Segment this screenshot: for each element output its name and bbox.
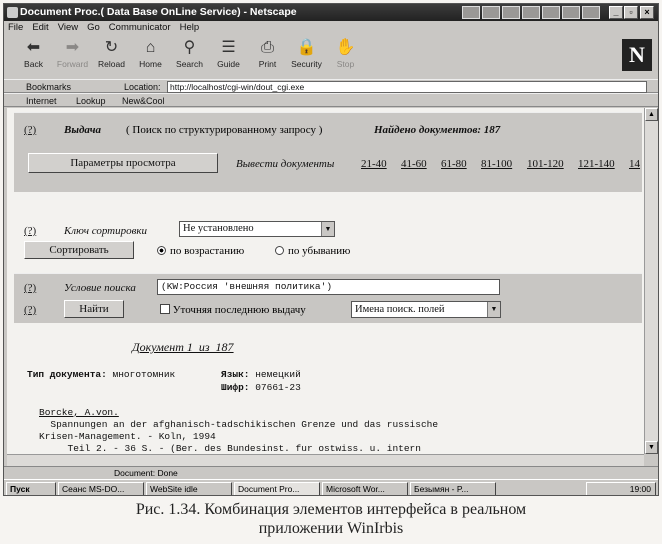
help-link-results[interactable]: (?) (24, 124, 37, 136)
stop-icon: ✋ (335, 39, 356, 56)
guide-button[interactable]: ☰ Guide (217, 39, 240, 69)
scroll-down-icon[interactable]: ▼ (645, 441, 658, 454)
field-names-select[interactable]: Имена поиск. полей ▼ (351, 301, 501, 318)
lookup-link[interactable]: Lookup (76, 96, 106, 106)
doc-type: Тип документа: многотомник (27, 369, 176, 380)
security-button[interactable]: 🔒 Security (291, 39, 322, 69)
checkbox-icon (160, 304, 170, 314)
newcool-link[interactable]: New&Cool (122, 96, 165, 106)
location-label: Location: (124, 82, 161, 92)
page-link[interactable]: 41-60 (401, 158, 427, 170)
chevron-down-icon: ▼ (487, 302, 500, 317)
search-condition-label: Условие поиска (64, 282, 136, 294)
radio-selected-icon (157, 246, 166, 255)
menu-help[interactable]: Help (179, 22, 200, 33)
menu-communicator[interactable]: Communicator (108, 22, 171, 33)
taskbar-item[interactable]: Microsoft Wor... (322, 482, 408, 496)
forward-button[interactable]: ➡ Forward (56, 39, 89, 69)
page-link[interactable]: 61-80 (441, 158, 467, 170)
url-field[interactable]: http://localhost/cgi-win/dout_cgi.exe (167, 81, 647, 93)
taskbar-item[interactable]: Сеанс MS-DO... (58, 482, 144, 496)
menu-edit[interactable]: Edit (32, 22, 49, 33)
search-icon: ⚲ (183, 39, 196, 56)
lock-icon: 🔒 (296, 39, 317, 56)
output-label: Вывести документы (236, 158, 335, 170)
vertical-scrollbar[interactable] (644, 108, 658, 454)
sort-asc-radio[interactable]: по возрастанию (157, 245, 244, 257)
results-title: Выдача (64, 124, 102, 136)
page-link[interactable]: 21-40 (361, 158, 387, 170)
horizontal-scrollbar[interactable] (7, 454, 644, 466)
window-title: Document Proc.( Data Base OnLine Service) - Netscape (20, 6, 297, 18)
search-panel (14, 273, 642, 323)
minimize-icon[interactable]: _ (609, 6, 623, 19)
taskbar (4, 479, 658, 496)
view-params-button[interactable]: Параметры просмотра (28, 153, 218, 173)
menu-bar (4, 21, 199, 35)
netscape-n-logo: N (622, 39, 652, 71)
home-icon: ⌂ (145, 39, 156, 56)
doc-code: Шифр: 07661-23 (221, 382, 301, 393)
caption-line: приложении WinIrbis (258, 520, 404, 537)
taskbar-item[interactable]: Document Pro... (234, 482, 320, 496)
doc-text-line: Spannungen an der afghanisch-tadschikischen Grenze und das russische (39, 419, 439, 430)
status-text: Document: Done (114, 468, 178, 478)
titlebar-app-icons (462, 6, 600, 19)
found-count: Найдено документов: 187 (374, 124, 501, 136)
reload-button[interactable]: ↻ Reload (98, 39, 125, 69)
personal-toolbar (4, 93, 658, 107)
start-button[interactable]: Пуск (6, 482, 56, 496)
page-link[interactable]: 14 (629, 158, 640, 170)
help-link-sort[interactable]: (?) (24, 225, 37, 237)
doc-language: Язык: немецкий (221, 369, 301, 380)
page-content (7, 108, 644, 454)
print-button[interactable]: ⎙ Print (248, 37, 287, 77)
sort-desc-radio[interactable]: по убыванию (275, 245, 350, 257)
sort-key-select[interactable]: Не установлено ▼ (179, 221, 335, 237)
taskbar-item[interactable]: Безымян - P... (410, 482, 496, 496)
home-button[interactable]: ⌂ Home (139, 39, 162, 69)
find-button[interactable]: Найти (64, 300, 124, 318)
menu-view[interactable]: View (57, 22, 79, 33)
menu-go[interactable]: Go (87, 22, 100, 33)
sort-button[interactable]: Сортировать (24, 241, 134, 259)
netscape-logo-icon (7, 7, 18, 18)
page-link[interactable]: 101-120 (527, 158, 564, 170)
doc-text-line: Krisen-Management. - Koln, 1994 (39, 431, 216, 442)
title-bar (4, 4, 658, 21)
chevron-down-icon: ▼ (321, 222, 334, 236)
reload-icon: ↻ (104, 39, 119, 56)
help-link-search[interactable]: (?) (24, 282, 37, 294)
document-heading: Документ 1 из 187 (132, 340, 234, 354)
print-icon: ⎙ (261, 39, 274, 56)
doc-author-link[interactable]: Borcke, A.von. (39, 407, 119, 418)
close-icon[interactable]: × (640, 6, 654, 19)
bookmarks-button[interactable]: Bookmarks (26, 82, 72, 92)
back-button[interactable]: ⬅ Back (24, 39, 43, 69)
refine-checkbox[interactable]: Уточняя последнюю выдачу (160, 304, 306, 316)
caption-line: Рис. 1.34. Комбинация элементов интерфейса в реальном (135, 501, 527, 518)
menu-file[interactable]: File (8, 22, 24, 33)
navigation-toolbar (4, 37, 624, 77)
status-bar (4, 466, 658, 478)
page-link[interactable]: 81-100 (481, 158, 513, 170)
results-subtitle: ( Поиск по структурированному запросу ) (126, 124, 323, 136)
screenshot (3, 3, 659, 496)
back-icon: ⬅ (26, 39, 41, 56)
search-button[interactable]: ⚲ Search (176, 39, 203, 69)
doc-text-line: Teil 2. - 36 S. - (Ber. des Bundesinst. fur ostwiss. u. intern (39, 443, 421, 454)
sort-key-label: Ключ сортировки (64, 225, 148, 237)
maximize-icon[interactable]: ▫ (624, 6, 638, 19)
clock: 19:00 (586, 482, 656, 496)
scroll-up-icon[interactable]: ▲ (645, 108, 658, 121)
search-condition-input[interactable]: (KW:Россия 'внешняя политика') (157, 279, 500, 295)
stop-button[interactable]: ✋ Stop (335, 39, 356, 69)
page-link[interactable]: 121-140 (578, 158, 615, 170)
help-link-find[interactable]: (?) (24, 304, 37, 316)
radio-icon (275, 246, 284, 255)
location-bar (4, 79, 658, 93)
internet-link[interactable]: Internet (26, 96, 57, 106)
guide-icon: ☰ (221, 39, 236, 56)
results-panel (14, 112, 642, 192)
figure-caption (0, 500, 662, 538)
forward-icon: ➡ (65, 39, 80, 56)
taskbar-item[interactable]: WebSite idle (146, 482, 232, 496)
